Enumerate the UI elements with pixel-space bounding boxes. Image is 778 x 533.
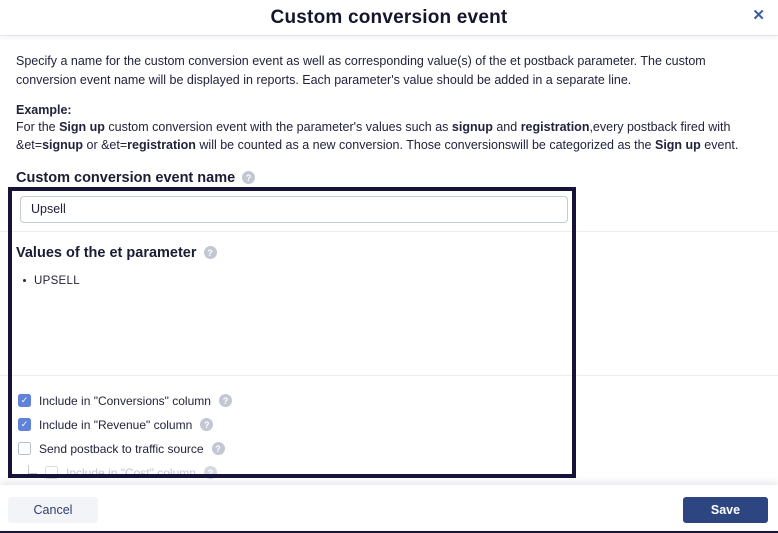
help-icon[interactable]: ? xyxy=(242,171,255,184)
et-value-text: UPSELL xyxy=(34,274,80,287)
checkbox-row-postback[interactable] xyxy=(18,437,762,461)
et-value-item[interactable] xyxy=(23,275,762,287)
name-field-label-row xyxy=(16,170,762,186)
divider xyxy=(0,375,778,376)
dialog-body xyxy=(0,52,778,485)
postback-checkbox[interactable] xyxy=(18,442,31,455)
cancel-button[interactable]: Cancel xyxy=(8,497,98,523)
help-icon[interactable]: ? xyxy=(204,466,217,479)
checkbox-row-conversions[interactable] xyxy=(18,389,762,413)
help-icon[interactable]: ? xyxy=(204,246,217,259)
help-icon[interactable]: ? xyxy=(219,394,232,407)
check-icon: ✓ xyxy=(20,395,29,406)
check-icon: ✓ xyxy=(20,419,29,430)
example-paragraph xyxy=(16,102,762,155)
divider xyxy=(0,231,778,232)
bullet-icon xyxy=(23,279,26,282)
example-text: For the Sign up custom conversion event with the parameter's values such as signup and registration,every postback fired with &et=signup or &et=registration will be counted as a new conversion. Those conversionswill be categorized as the Sign up event. xyxy=(16,120,739,152)
et-values-editor[interactable] xyxy=(16,275,762,367)
et-values-label-row xyxy=(16,245,762,261)
cost-checkbox xyxy=(45,466,58,479)
cost-checkbox-label: Include in "Cost" column xyxy=(66,465,196,480)
event-name-input[interactable] xyxy=(20,196,568,223)
revenue-checkbox[interactable] xyxy=(18,418,31,431)
checkbox-group xyxy=(16,389,762,485)
name-field-label: Custom conversion event name xyxy=(16,169,236,186)
example-heading: Example: xyxy=(16,102,72,117)
indent-connector-icon xyxy=(28,465,37,474)
dialog-footer xyxy=(0,485,778,529)
checkbox-row-revenue[interactable] xyxy=(18,413,762,437)
close-icon[interactable]: ✕ xyxy=(752,7,765,24)
postback-checkbox-label: Send postback to traffic source xyxy=(39,441,204,456)
conversions-checkbox-label: Include in "Conversions" column xyxy=(39,393,211,408)
revenue-checkbox-label: Include in "Revenue" column xyxy=(39,417,193,432)
dialog-title: Custom conversion event xyxy=(270,7,508,28)
save-button[interactable]: Save xyxy=(683,497,768,523)
checkbox-row-cost xyxy=(28,461,762,485)
help-icon[interactable]: ? xyxy=(212,442,225,455)
et-values-label: Values of the et parameter xyxy=(16,244,197,261)
dialog-header xyxy=(0,0,778,36)
conversions-checkbox[interactable] xyxy=(18,394,31,407)
dialog-description: Specify a name for the custom conversion event as well as corresponding value(s) of the et postback parameter. The custom conversion event name will be displayed in reports. Each parameter's value should be added in a separate line. xyxy=(16,54,706,87)
help-icon[interactable]: ? xyxy=(200,418,213,431)
et-values-editor-space[interactable] xyxy=(16,287,762,367)
